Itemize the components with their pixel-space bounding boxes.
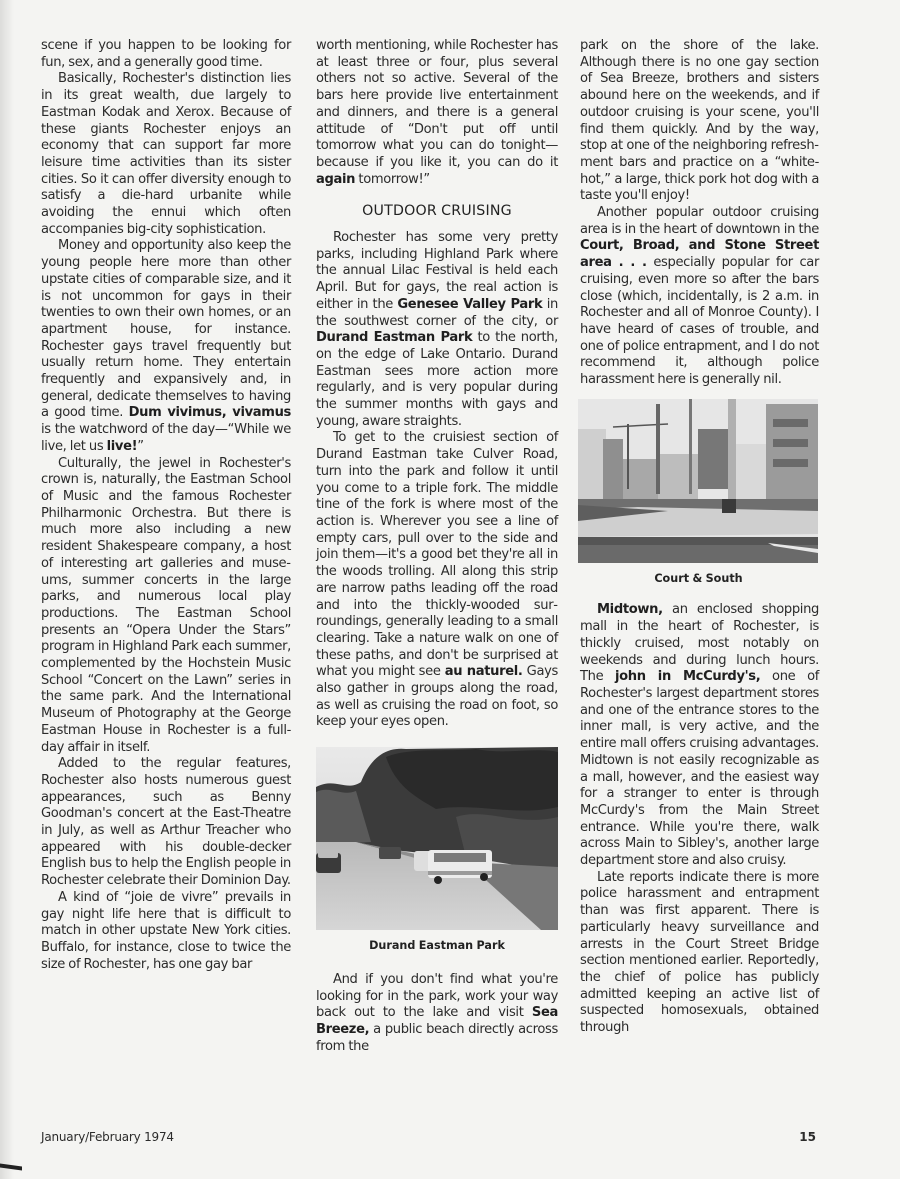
paragraph (580, 205, 819, 389)
paragraph (580, 38, 819, 205)
text-run: one of Rochester's largest department stores and one of the entrance stores to the inner mall, is very active, and the entire mall offers cruising advantages. Midtown is not easily recognizable as a mall, however, and the easiest way for a stranger to enter is through McCurdy's from the Main Street entrance. While you're there, walk across Main to Sibley's, another large department store and also cruisy. (580, 669, 819, 869)
figure-durand (316, 747, 558, 955)
text-run: in the southwest corner of the city, or (316, 296, 558, 329)
bold-text: Dum vivimus, vivamus (128, 405, 291, 421)
park-road-photo (316, 747, 558, 930)
bold-text: Durand Eastman Park (316, 330, 473, 346)
text-run: Gays also gather in groups along the road, as well as cruising the road on foot, so keep your eyes open. (316, 664, 559, 730)
paragraph (316, 38, 558, 188)
text-run: And if you don't find what you're looking for in the park, work your way back out to the lake and visit (316, 971, 558, 1021)
paragraph (316, 230, 558, 430)
bold-text: Sea Breeze, (316, 1005, 558, 1037)
paragraph (41, 756, 291, 890)
text-run: Rochester has some very pretty parks, including Highland Park where the annual Lilac Festival is held each April. But for gays, the real action is either in the (316, 230, 558, 312)
text-run: Money and opportunity also keep the young people here more than other upstate cities of comparable size, and it is not uncommon for gays in their twenties to own their own homes, or an apartment house, for instance. Rochester gays travel frequently but usually return home. They entertain frequently and expansively and, in general, dedicate themselves to having a good time. (41, 238, 291, 421)
text-run: Basically, Rochester's distinction lies in its great wealth, due largely to Eastman Kodak and Xerox. Because of these giants Rochester enjoys an economy that can support far more leisure time activities than its sister cities. So it can offer diversity enough to satisfy a die-hard urbanite while avoiding the ennui which often accompanies big-city sophistication. (41, 71, 291, 237)
bold-text: au naturel. (444, 664, 523, 680)
text-run: especially popular for car cruising, even more so after the bars close (which, incidentally, is 2 a.m. in Rochester and all of Monroe County). I have heard of cases of trouble, and one of police entrapment, and I do not recommend it, although police harassment here is generally nil. (580, 255, 819, 388)
text-run: Culturally, the jewel in Rochester's crown is, naturally, the Eastman School of Music and the famous Rochester Philharmonic Orchestra. But there is much more also including a new resident Shakespeare company, a host of interesting art galleries and museums, summer concerts in the large parks, and numerous local play productions. The Eastman School presents an “Opera Under the Stars” program in Highland Park each summer, complemented by the Hochstein Music School “Concert on the Lawn” series in the same park. And the International Museum of Photography at the George Eastman House in Rochester is a full-day affair in itself. (41, 455, 291, 755)
issue-date: January/February 1974 (41, 1130, 174, 1144)
photo-caption: Durand Eastman Park (369, 939, 505, 953)
bold-text: Genesee Valley Park (397, 296, 543, 312)
text-run: to the north, on the edge of Lake Ontario. Durand Eastman sees more action more regularly, and is very popular during the summer months with gays and young, aware straights. (316, 330, 558, 429)
bold-text: john in McCurdy's, (615, 669, 761, 685)
text-run: an enclosed shopping mall in the heart of Rochester, is thickly cruised, most notably on weekends and during lunch hours. The (580, 602, 819, 685)
text-run: worth mentioning, while Rochester has at least three or four, plus several others not so active. Several of the bars here provide live entertainment and dinners, and there is a general attitude of “Don't put off until tomorrow what you can do tonight—because if you like it, you can do it (316, 38, 558, 170)
paragraph (41, 38, 291, 71)
photo-caption: Court & South (654, 571, 743, 585)
paragraph (580, 870, 819, 1037)
text-run: A kind of “joie de vivre” prevails in gay night life here that is difficult to match in other upstate New York cities. Buffalo, for instance, close to twice the size of Rochester, has one gay bar (41, 889, 291, 972)
paragraph (580, 602, 819, 869)
figure-court (578, 399, 819, 588)
text-run: tomorrow!” (355, 171, 430, 187)
text-run: Late reports indicate there is more police harassment and entrapment than was first apparent. There is particularly heavy surveillance and arrests in the Court Street Bridge section mentioned earlier. Reportedly, the chief of police has publicly admitted keeping an active list of suspected homosexuals, obtained through (580, 869, 819, 1036)
text-run: Another popular outdoor cruising area is in the heart of downtown in the (580, 205, 819, 237)
paragraph (41, 890, 291, 974)
text-run: Added to the regular features, Rochester also hosts numerous guest appearances, such as Benny Goodman's concert at the East-Theatre in July, as well as Arthur Treacher who appeared with his double-decker English bus to help the English people in Rochester celebrate their Dominion Day. (41, 756, 291, 889)
text-column-1 (41, 38, 291, 973)
paragraph (316, 972, 558, 1056)
bold-text: again (316, 171, 356, 187)
text-column-2 (316, 38, 558, 1055)
street-corner-photo (578, 399, 818, 563)
text-run: a public beach directly across from the (316, 1021, 558, 1054)
bold-text: live! (106, 438, 138, 454)
text-run: scene if you happen to be looking for fun, sex, and a generally good time. (41, 38, 291, 70)
bold-text: Midtown, (597, 602, 663, 618)
text-run: park on the shore of the lake. Although there is no one gay section of Sea Breeze, brothers and sisters abound here on the weekends, and if outdoor cruising is your scene, you'll find them quickly. And by the way, stop at one of the neighboring refreshment bars and practice on a “white-hot,” a large, thick pork hot dog with a taste you'll enjoy! (580, 38, 819, 204)
paragraph (316, 430, 558, 731)
text-run: is the watchword of the day—“While we live, let us (41, 422, 291, 454)
page-number: 15 (799, 1130, 816, 1144)
section-heading: OUTDOOR CRUISING (362, 203, 512, 220)
paragraph (41, 456, 291, 757)
paragraph (41, 71, 291, 238)
text-run: To get to the cruisiest section of Durand Eastman take Culver Road, turn into the park and follow it until you come to a triple fork. The middle tine of the fork is where most of the action is. Wherever you see a line of empty cars, pull over to the side and join them—it's a good bet they're all in the woods trolling. All along this strip are narrow paths leading off the road and into the thickly-wooded surroundings, generally leading to a small clearing. Take a nature walk on one of these paths, and don't be surprised at what you might see (316, 430, 558, 680)
text-column-3 (580, 38, 819, 1037)
spacer (316, 955, 558, 972)
bold-text: Court, Broad, and Stone Street area . . . (580, 238, 819, 271)
binding-shadow (0, 0, 14, 1179)
text-run: ” (137, 438, 144, 454)
paragraph (41, 238, 291, 455)
